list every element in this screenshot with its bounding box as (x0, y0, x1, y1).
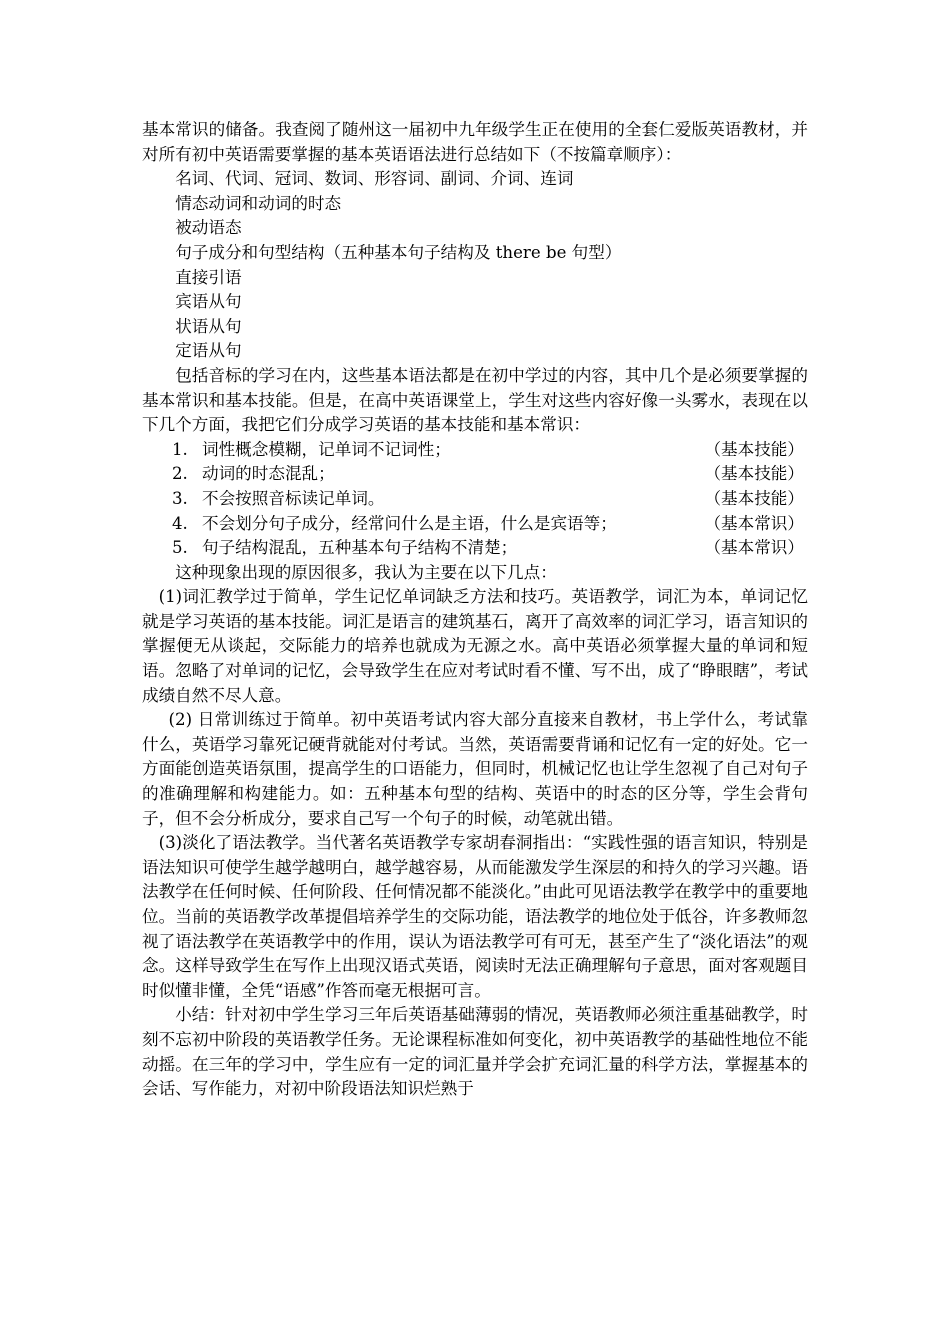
grammar-list (142, 167, 808, 364)
problem-category: （基本技能） (704, 439, 804, 459)
problem-number: 5. (172, 538, 188, 558)
problem-item (142, 487, 808, 512)
problem-text: 句子结构混乱，五种基本句子结构不清楚； (202, 538, 518, 558)
grammar-list-item: 状语从句 (175, 316, 242, 336)
reason-2-paragraph: (2) 日常训练过于简单。初中英语考试内容大部分直接来自教材，书上学什么，考试靠什么，英语学习靠死记硬背就能对付考试。当然，英语需要背诵和记忆有一定的好处。它一方面能创造英语氛围，提高学生的口语能力，但同时，机械记忆也让学生忽视了自己对句子的准确理解和构建能力。如：五种基本句型的结构、英语中的时态的区分等，学生会背句子，但不会分析成分，要求自己写一个句子的时候，动笔就出错。 (142, 710, 808, 828)
intro-paragraph: 基本常识的储备。我查阅了随州这一届初中九年级学生正在使用的全套仁爱版英语教材，并对所有初中英语需要掌握的基本英语语法进行总结如下（不按篇章顺序）： (142, 120, 808, 164)
grammar-list-item: 被动语态 (175, 218, 242, 238)
problem-category: （基本技能） (704, 488, 804, 508)
problem-text: 动词的时态混乱； (202, 464, 335, 484)
grammar-list-item: 直接引语 (175, 267, 242, 287)
grammar-list-item: 句子成分和句型结构（五种基本句子结构及 there be 句型） (175, 242, 622, 262)
problem-item (142, 438, 808, 463)
grammar-list-item: 名词、代词、冠词、数词、形容词、副词、介词、连词 (175, 169, 574, 189)
problem-item (142, 536, 808, 561)
problem-number: 4. (172, 513, 188, 533)
reason-1-paragraph: (1)词汇教学过于简单，学生记忆单词缺乏方法和技巧。英语教学，词汇为本，单词记忆就是学习英语的基本技能。词汇是语言的建筑基石，离开了高效率的词汇学习，语言知识的掌握便无从谈起，交际能力的培养也就成为无源之水。高中英语必须掌握大量的单词和短语。忽略了对单词的记忆，会导致学生在应对考试时看不懂、写不出，成了“睁眼瞎”，考试成绩自然不尽人意。 (142, 587, 808, 705)
reason-3-paragraph: (3)淡化了语法教学。当代著名英语教学专家胡春洞指出：“实践性强的语言知识，特别是语法知识可使学生越学越明白，越学越容易，从而能激发学生深层的和持久的学习兴趣。语法教学在任何时候、任何阶段、任何情况都不能淡化。”由此可见语法教学在教学中的重要地位。当前的英语教学改革提倡培养学生的交际功能，语法教学的地位处于低谷，许多教师忽视了语法教学在英语教学中的作用，误认为语法教学可有可无，甚至产生了“淡化语法”的观念。这样导致学生在写作上出现汉语式英语，阅读时无法正确理解句子意思，面对客观题目时似懂非懂，全凭“语感”作答而毫无根据可言。 (142, 833, 808, 1000)
document-page (142, 118, 808, 1102)
summary-paragraph: 小结：针对初中学生学习三年后英语基础薄弱的情况，英语教师必须注重基础教学，时刻不忘初中阶段的英语教学任务。无论课程标准如何变化，初中英语教学的基础性地位不能动摇。在三年的学习中，学生应有一定的词汇量并学会扩充词汇量的科学方法，掌握基本的会话、写作能力，对初中阶段语法知识烂熟于 (142, 1005, 808, 1099)
problem-text: 不会划分句子成分，经常问什么是主语，什么是宾语等； (202, 513, 617, 533)
reasons-intro-paragraph: 这种现象出现的原因很多，我认为主要在以下几点： (175, 562, 557, 582)
problem-number: 2. (172, 464, 188, 484)
problem-number: 1. (172, 439, 188, 459)
grammar-list-item: 宾语从句 (175, 292, 242, 312)
problem-item (142, 512, 808, 537)
problem-text: 不会按照音标读记单词。 (202, 488, 385, 508)
problems-paragraph: 包括音标的学习在内，这些基本语法都是在初中学过的内容，其中几个是必须要掌握的基本常识和基本技能。但是，在高中英语课堂上，学生对这些内容好像一头雾水，表现在以下几个方面，我把它们分成学习英语的基本技能和基本常识： (142, 365, 808, 435)
grammar-list-item: 情态动词和动词的时态 (175, 193, 342, 213)
problem-category: （基本常识） (704, 513, 804, 533)
problem-text: 词性概念模糊，记单词不记词性； (202, 439, 451, 459)
grammar-list-item: 定语从句 (175, 341, 242, 361)
problem-number: 3. (172, 488, 188, 508)
problem-item (142, 462, 808, 487)
problems-list (142, 438, 808, 561)
problem-category: （基本常识） (704, 538, 804, 558)
problem-category: （基本技能） (704, 464, 804, 484)
